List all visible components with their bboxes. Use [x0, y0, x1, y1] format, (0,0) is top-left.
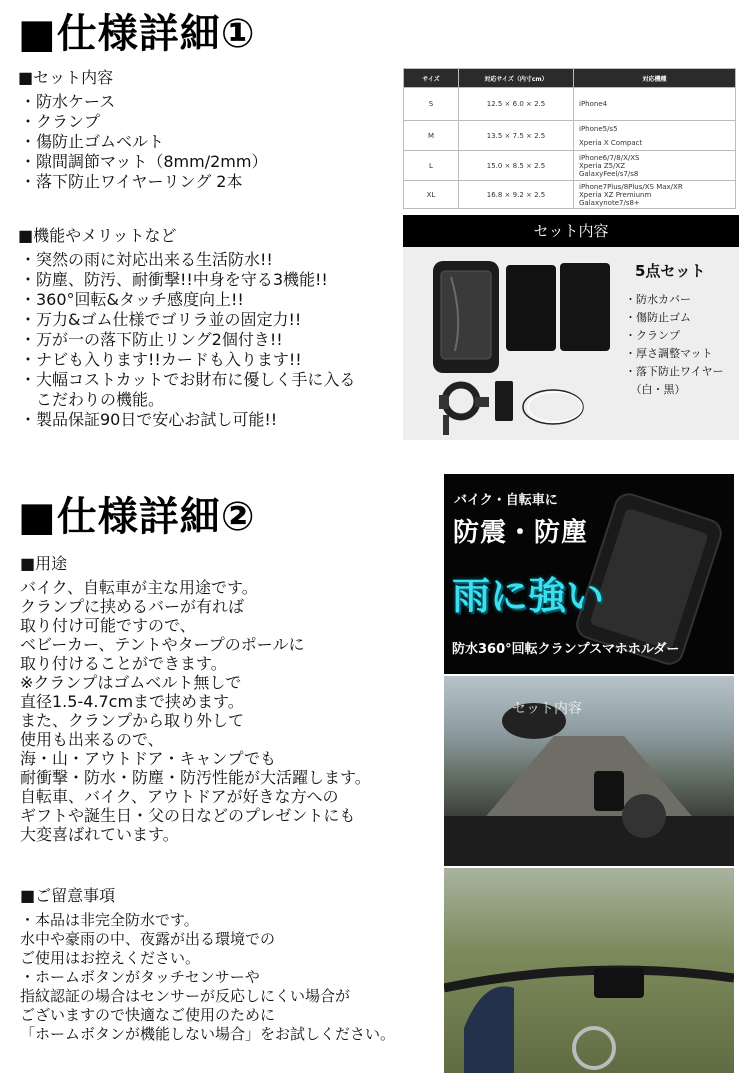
table-row	[404, 121, 736, 151]
text-line: 直径1.5-4.7cmまで挟めます。	[20, 692, 244, 711]
size-cell: XL	[404, 181, 459, 209]
notes-text	[20, 911, 395, 1044]
list-item: ・ナビも入ります!!カードも入ります!!	[20, 350, 302, 369]
dims-cell: 13.5 × 7.5 × 2.5	[459, 121, 574, 151]
dims-cell: 15.0 × 8.5 × 2.5	[459, 151, 574, 181]
list-item: ・万が一の落下防止リング2個付き!!	[20, 330, 283, 349]
list-item: ・突然の雨に対応出来る生活防水!!	[20, 250, 273, 269]
size-spec-table	[403, 68, 736, 209]
clamp-icon	[439, 385, 489, 435]
panel-title: 5点セット	[635, 262, 706, 280]
text-line: 取り付けることができます。	[20, 654, 227, 673]
text-line: ・本品は非完全防水です。	[20, 911, 199, 929]
section1-heading: ■仕様詳細①	[18, 11, 256, 57]
size-cell: M	[404, 121, 459, 151]
text-line: クランプに挟めるバーが有れば	[20, 597, 245, 616]
usage-text	[20, 578, 371, 844]
list-item: ・大幅コストカットでお財布に優しく手に入る	[20, 370, 356, 389]
wire-ring-icon	[523, 390, 583, 424]
list-item: ・隙間調節マット（8mm/2mm）	[20, 152, 268, 171]
list-item: （白・黒）	[625, 383, 686, 396]
promo-line-3: 雨に強い	[452, 574, 605, 618]
mat-icon	[506, 265, 556, 351]
list-item: ・傷防止ゴム	[625, 311, 691, 324]
table-header: 対応サイズ（内寸cm）	[459, 69, 574, 88]
product-set-image	[403, 247, 623, 440]
models-cell: iPhone6/7/8/X/XS Xperia Z5/XZ GalaxyFeel/s7/s8	[574, 151, 736, 181]
list-item: ・製品保証90日で安心お試し可能!!	[20, 410, 278, 429]
table-row	[404, 151, 736, 181]
section2-heading: ■仕様詳細②	[18, 494, 256, 540]
list-item: ・防水ケース	[20, 92, 116, 111]
features-list	[20, 250, 355, 430]
promo-line-4: 防水360°回転クランプスマホホルダー	[452, 642, 680, 657]
features-title: ■機能やメリットなど	[18, 226, 177, 245]
list-item: ・落下防止ワイヤー	[625, 365, 724, 378]
set-contents-list	[20, 92, 267, 192]
dims-cell: 12.5 × 6.0 × 2.5	[459, 88, 574, 121]
models-cell: iPhone7Plus/8Plus/XS Max/XR Xperia XZ Premiunm Galaxynote7/s8+	[574, 181, 736, 209]
text-line: ギフトや誕生日・父の日などのプレゼントにも	[20, 806, 356, 825]
table-row	[404, 88, 736, 121]
table-header: 対応機種	[574, 69, 736, 88]
text-line: ・ホームボタンがタッチセンサーや	[20, 968, 260, 986]
phone-holder-icon	[594, 968, 644, 998]
list-item: こだわりの機能。	[20, 390, 165, 409]
table-row	[404, 181, 736, 209]
list-item: ・落下防止ワイヤーリング 2本	[20, 172, 243, 191]
text-line: 取り付け可能ですので、	[20, 616, 196, 635]
text-line: 「ホームボタンが機能しない場合」をお試しください。	[20, 1025, 396, 1043]
size-cell: L	[404, 151, 459, 181]
set-contents-panel	[403, 215, 739, 440]
set-contents-title: ■セット内容	[18, 68, 114, 87]
bicycle-photo	[444, 868, 734, 1073]
panel-header: セット内容	[403, 215, 739, 247]
list-item: ・防水カバー	[625, 293, 691, 306]
notes-title: ■ご留意事項	[20, 886, 116, 905]
text-line: ご使用はお控えください。	[20, 949, 201, 967]
list-item: ・万力&ゴム仕様でゴリラ並の固定力!!	[20, 310, 302, 329]
text-line: 大変喜ばれています。	[20, 825, 179, 844]
dims-cell: 16.8 × 9.2 × 2.5	[459, 181, 574, 209]
text-line: 指紋認証の場合はセンサーが反応しにくい場合が	[20, 987, 351, 1005]
phone-holder-icon	[594, 771, 624, 811]
text-line: バイク、自転車が主な用途です。	[20, 578, 258, 597]
rubber-band-icon	[495, 381, 513, 421]
text-line: 海・山・アウトドア・キャンプでも	[20, 749, 277, 768]
usage-title: ■用途	[20, 554, 68, 573]
photo-overlay-label: セット内容	[512, 701, 582, 717]
size-cell: S	[404, 88, 459, 121]
text-line: 耐衝撃・防水・防塵・防汚性能が大活躍します。	[20, 768, 371, 787]
table-header: サイズ	[404, 69, 459, 88]
list-item: ・クランプ	[625, 329, 680, 342]
mat-icon	[560, 263, 610, 351]
promo-line-2: 防震・防塵	[453, 518, 589, 548]
list-item: ・クランプ	[20, 112, 101, 131]
list-item: ・防塵、防汚、耐衝撃!!中身を守る3機能!!	[20, 270, 328, 289]
text-line: ※クランプはゴムベルト無しで	[20, 673, 242, 692]
models-cell: iPhone5/s5 Xperia X Compact	[574, 121, 736, 151]
text-line: 使用も出来るので、	[20, 730, 164, 749]
text-line: ベビーカー、テントやタープのポールに	[20, 635, 305, 654]
panel-items	[625, 291, 724, 399]
text-line: 水中や豪雨の中、夜露が出る環境での	[20, 930, 276, 948]
list-item: ・厚さ調整マット	[625, 347, 713, 360]
text-line: 自転車、バイク、アウトドアが好きな方への	[20, 787, 339, 806]
promo-line-1: バイク・自転車に	[454, 493, 558, 508]
text-line: ございますので快適なご使用のために	[20, 1006, 276, 1024]
text-line: また、クランプから取り外して	[20, 711, 245, 730]
wire-ring-icon	[528, 392, 582, 422]
motorbike-photo	[444, 676, 734, 866]
list-item: ・傷防止ゴムベルト	[20, 132, 165, 151]
list-item: ・360°回転&タッチ感度向上!!	[20, 290, 244, 309]
models-cell: iPhone4	[574, 88, 736, 121]
